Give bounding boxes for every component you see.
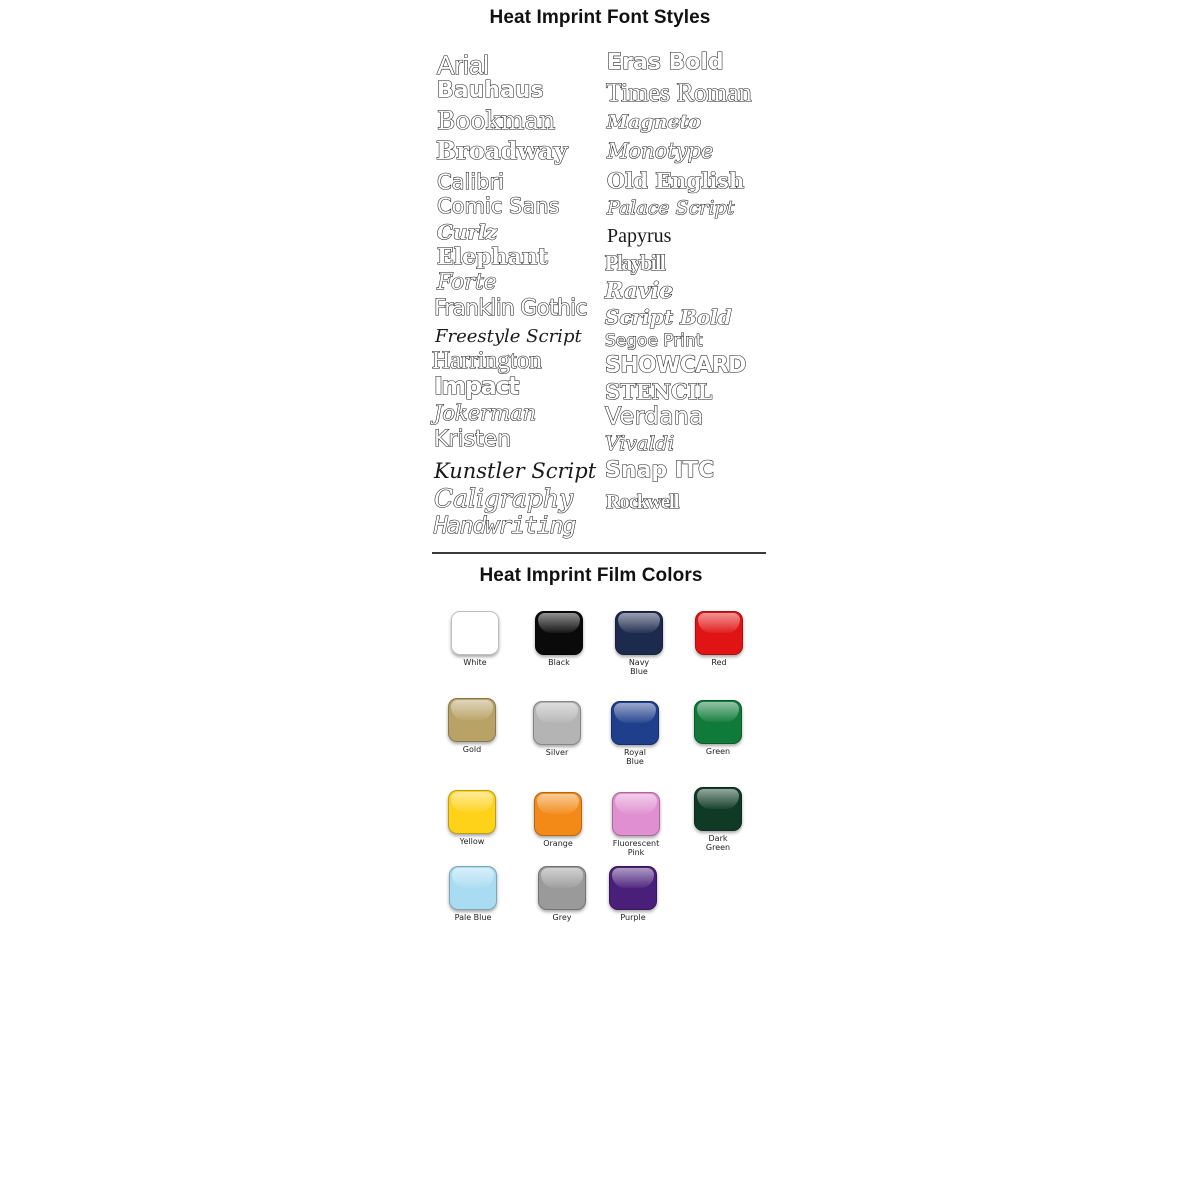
- font-sample-stencil: STENCIL: [605, 379, 713, 404]
- swatch-pale-blue: [438, 866, 508, 922]
- font-sample-monotype: Monotype: [607, 139, 714, 163]
- swatch-label: Navy Blue: [628, 658, 650, 676]
- swatch-purple: [598, 866, 668, 922]
- font-styles-title: Heat Imprint Font Styles: [489, 7, 711, 28]
- color-chip: [609, 866, 657, 910]
- font-sample-verdana: Verdana: [605, 402, 704, 430]
- font-sample-segoe-print: Segoe Print: [605, 331, 703, 351]
- font-sample-kunstler-script: Kunstler Script: [434, 459, 597, 483]
- swatch-green: [683, 700, 753, 756]
- font-sample-eras-bold: Eras Bold: [607, 50, 724, 75]
- color-chip: [612, 792, 660, 836]
- color-chip: [448, 790, 496, 834]
- font-sample-franklin-gothic: Franklin Gothic: [434, 296, 587, 321]
- color-chip: [538, 866, 586, 910]
- font-sample-forte: Forte: [437, 270, 497, 295]
- font-sample-bookman: Bookman: [437, 106, 556, 135]
- swatch-label: White: [463, 658, 487, 667]
- swatch-label: Yellow: [459, 837, 485, 846]
- font-sample-magneto: Magneto: [607, 111, 701, 133]
- font-sample-impact: Impact: [434, 372, 519, 400]
- font-sample-playbill: Playbill: [605, 250, 665, 275]
- swatch-fluorescent-pink: [601, 792, 671, 857]
- font-sample-rockwell: Rockwell: [606, 491, 679, 513]
- color-chip: [611, 701, 659, 745]
- section-divider: [432, 552, 766, 554]
- swatch-grey: [527, 866, 597, 922]
- font-sample-palace-script: Palace Script: [607, 197, 735, 219]
- font-sample-snap-itc: Snap ITC: [605, 458, 715, 483]
- swatch-orange: [523, 792, 593, 848]
- font-sample-ravie: Ravie: [605, 278, 674, 304]
- swatch-label: Silver: [545, 748, 569, 757]
- swatch-label: Purple: [620, 913, 646, 922]
- swatch-silver: [522, 701, 592, 757]
- font-and-color-sheet: [425, 0, 775, 940]
- color-chip: [533, 701, 581, 745]
- swatch-label: Black: [548, 658, 570, 667]
- font-sample-vivaldi: Vivaldi: [605, 431, 675, 455]
- font-sample-papyrus: Papyrus: [607, 225, 672, 247]
- font-sample-handwriting: Handwriting: [434, 513, 576, 539]
- font-sample-showcard: SHOWCARD: [605, 353, 746, 378]
- swatch-label: Grey: [552, 913, 572, 922]
- font-sample-caligraphy: Caligraphy: [434, 484, 574, 513]
- font-sample-jokerman: Jokerman: [434, 401, 537, 425]
- swatch-label: Royal Blue: [624, 748, 646, 766]
- font-sample-elephant: Elephant: [437, 244, 548, 270]
- swatch-red: [684, 611, 754, 667]
- swatch-black: [524, 611, 594, 667]
- font-sample-times-roman: Times Roman: [606, 78, 752, 107]
- color-chip: [535, 611, 583, 655]
- font-sample-comic-sans: Comic Sans: [437, 194, 560, 218]
- color-chip: [695, 611, 743, 655]
- film-colors-title: Heat Imprint Film Colors: [479, 565, 703, 586]
- color-chip: [451, 611, 499, 655]
- color-chip: [694, 787, 742, 831]
- swatch-label: Red: [711, 658, 727, 667]
- swatch-yellow: [437, 790, 507, 846]
- font-sample-kristen: Kristen: [434, 427, 512, 452]
- color-chip: [615, 611, 663, 655]
- font-sample-harrington: Harrington: [432, 347, 542, 374]
- swatch-gold: [437, 698, 507, 754]
- font-sample-old-english: Old English: [607, 168, 745, 193]
- font-sample-arial: Arial: [437, 50, 490, 80]
- swatch-white: [440, 611, 510, 667]
- font-sample-curlz: Curlz: [437, 220, 497, 244]
- color-chip: [694, 700, 742, 744]
- swatch-royal-blue: [600, 701, 670, 766]
- swatch-label: Dark Green: [705, 834, 731, 852]
- swatch-navy-blue: [604, 611, 674, 676]
- swatch-label: Gold: [462, 745, 482, 754]
- swatch-label: Orange: [543, 839, 573, 848]
- color-chip: [449, 866, 497, 910]
- color-chip: [448, 698, 496, 742]
- swatch-label: Fluorescent Pink: [612, 839, 660, 857]
- swatch-label: Pale Blue: [454, 913, 492, 922]
- font-sample-broadway: Broadway: [436, 136, 568, 165]
- font-sample-freestyle-script: Freestyle Script: [435, 326, 582, 347]
- swatch-label: Green: [705, 747, 731, 756]
- font-sample-script-bold: Script Bold: [605, 305, 732, 329]
- swatch-dark-green: [683, 787, 753, 852]
- color-chip: [534, 792, 582, 836]
- font-sample-calibri: Calibri: [437, 170, 504, 194]
- font-sample-bauhaus: Bauhaus: [437, 78, 544, 103]
